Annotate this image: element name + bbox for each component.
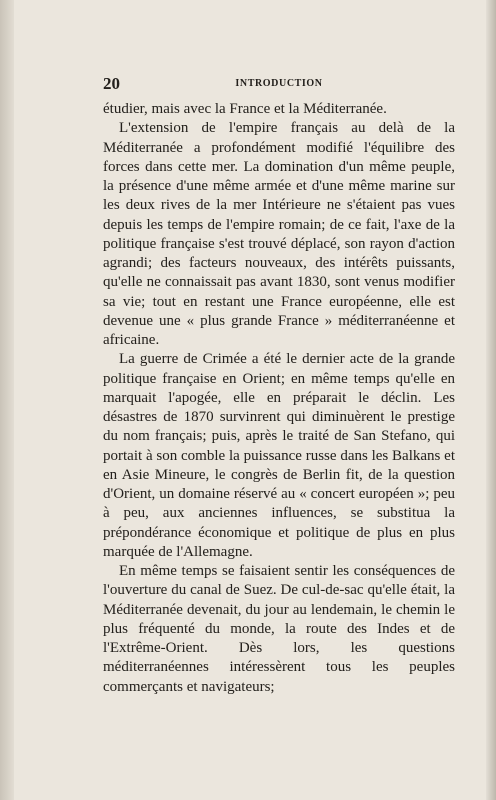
paragraph-extension-empire: L'extension de l'empire français au delà de la Méditerranée a profondément modifié l'équilibre des forces dans cette mer. La domination d'un même peuple, la présence d'une même armée et d'une même marine sur les deux rives de la mer Intérieure ne s'étaient pas vues depuis les temps de l'empire romain; de ce fait, l'axe de la politique française s'est trouvé déplacé, son rayon d'action agrandi; des facteurs nouveaux, des intérêts puissants, qu'elle ne connaissait pas avant 1830, sont venus modifier sa vie; tout en restant une France européenne, elle est devenue une « plus grande France » méditerranéenne et africaine. [103, 120, 455, 348]
running-title: INTRODUCTION [235, 78, 323, 89]
scan-edge-left [0, 0, 14, 800]
book-page [103, 74, 455, 697]
paragraph-continuation: étudier, mais avec la France et la Méditerranée. [103, 101, 387, 117]
scan-edge-right [486, 0, 496, 800]
running-head [103, 74, 455, 96]
paragraph-canal-suez: En même temps se faisaient sentir les conséquences de l'ouverture du canal de Suez. De cul-de-sac qu'elle était, la Méditerranée devenait, du jour au lendemain, le chemin le plus fréquenté du monde, la route des Indes et de l'Extrême-Orient. Dès lors, les questions méditerranéennes intéressèrent tous les peuples commerçants et navigateurs; [103, 563, 455, 695]
body-text [103, 100, 455, 697]
paragraph-guerre-crimee: La guerre de Crimée a été le dernier acte de la grande politique française en Orient; en même temps qu'elle en marquait l'apogée, elle en préparait le déclin. Les désastres de 1870 survinrent qui diminuèrent le prestige du nom français; puis, après le traité de San Stefano, qui portait à son comble la puissance russe dans les Balkans et en Asie Mineure, le congrès de Berlin fit, de la question d'Orient, un domaine réservé au « concert européen »; peu à peu, aux anciennes influences, se substitua la prépondérance économique et politique de plus en plus marquée de l'Allemagne. [103, 351, 455, 560]
page-number: 20 [103, 74, 120, 93]
